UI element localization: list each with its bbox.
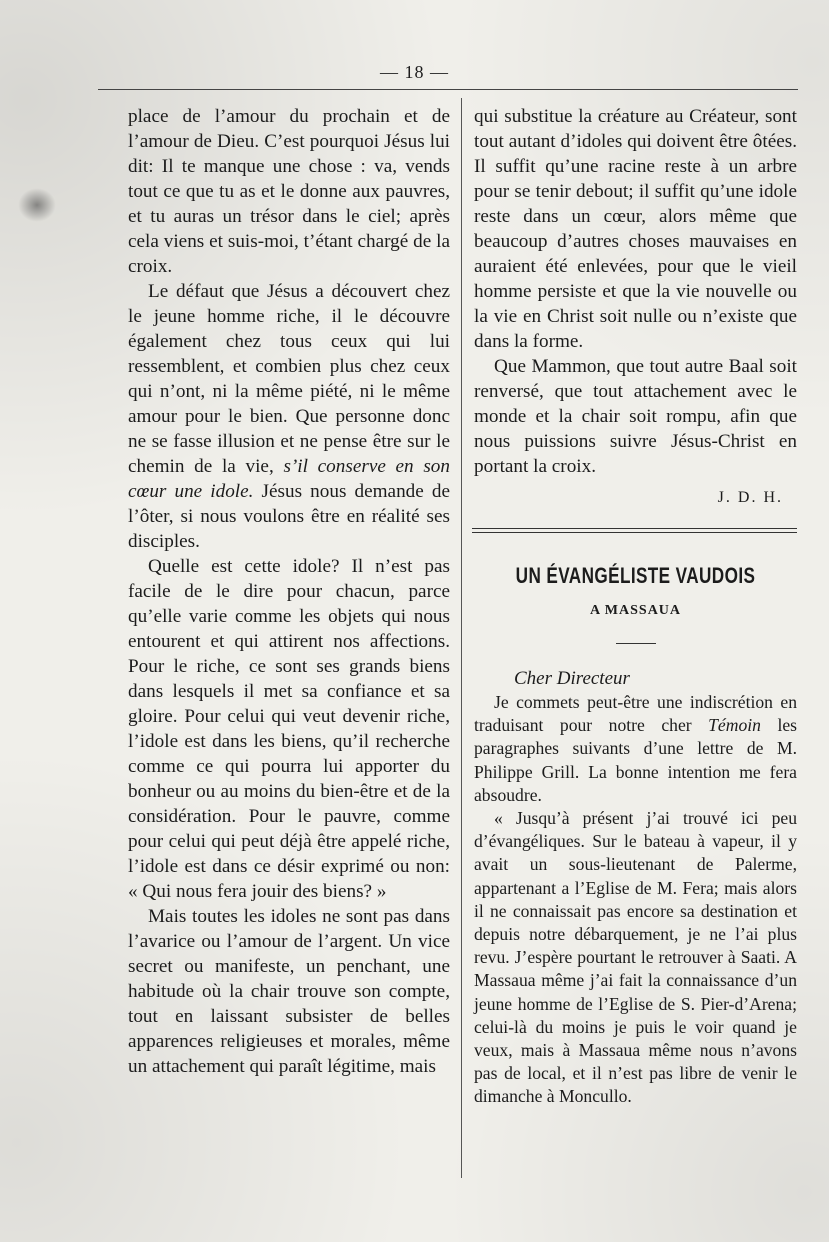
article-subtitle: A MASSAUA xyxy=(589,603,682,618)
italic-text: s’il conserve en son cœur une idole. xyxy=(128,456,450,502)
text-run: Jésus nous demande de l’ôter, si nous voulons être en réalité ses disciples. xyxy=(128,481,450,552)
header-rule xyxy=(98,89,798,90)
paragraph xyxy=(474,691,797,807)
italic-text: Témoin xyxy=(708,715,761,736)
paragraph: Mais toutes les idoles ne sont pas dans l’avarice ou l’amour de l’argent. Un vice secret ou manifeste, un penchant, une habitude où la chair trouve son compte, tout en laissant subsister de belles apparences religieuses et morales, même un attachement qui paraît légitime, mais xyxy=(128,906,450,1077)
text-run: Je commets peut-être une indiscrétion en traduisant pour notre cher xyxy=(474,692,797,736)
text-run: les paragraphes suivants d’une lettre de M. Philippe Grill. La bonne intention me fera absoudre. xyxy=(474,715,797,805)
paragraph: « Jusqu’à présent j’ai trouvé ici peu d’évangéliques. Sur le bateau à vapeur, il y avait un sous-lieutenant de Palerme, appartenant a l’Eglise de M. Fera; mais alors il ne connaissait pas encore sa destination et depuis notre débarquement, je ne l’ai plus revu. J’espère pourtant le retrouver à Saati. A Massaua même j’ai fait la connaissance d’un jeune homme de l’Eglise de S. Pier-d’Arena; celui-là du moins je puis le voir quand je veux, mais à Massaua même nous n’avons pas de local, et il n’est pas libre de venir le dimanche à Moncullo. xyxy=(474,808,797,1107)
paragraph: qui substitue la créature au Créateur, sont tout autant d’idoles qui doivent être ôtées. Il suffit qu’une racine reste à un arbre pour se tenir debout; il suffit qu’une idole reste dans un cœur, alors même que beaucoup d’autres choses mauvaises en auraient été enlevées, pour que le vieil homme persiste et que la vie nouvelle ou la vie en Christ soit nulle ou n’existe que dans la forme. xyxy=(474,106,797,352)
paragraph xyxy=(128,279,450,554)
left-column xyxy=(128,104,450,1079)
text-run: Le défaut que Jésus a découvert chez le jeune homme riche, il le découvre également chez tous ceux qui lui ressemblent, et combien plus chez ceux qui n’ont, ni la même piété, ni le même amour pour le bien. Que personne donc ne se fasse illusion et ne pense être sur le chemin de la vie, xyxy=(128,281,450,477)
signature: J. D. H. xyxy=(717,489,783,506)
page-number: — 18 — xyxy=(380,62,449,82)
ink-stain xyxy=(18,188,56,222)
title-rule xyxy=(616,643,656,644)
column-divider xyxy=(461,98,462,1178)
section-divider xyxy=(472,528,797,533)
salutation: Cher Directeur xyxy=(514,668,630,689)
right-column xyxy=(474,104,797,1109)
article-title: UN ÉVANGÉLISTE VAUDOIS xyxy=(515,563,756,588)
paragraph: Quelle est cette idole? Il n’est pas facile de le dire pour chacun, parce qu’elle varie comme les objets qui nous entourent et qui attirent nos affections. Pour le riche, ce sont ses grands biens dans lesquels il met sa confiance et sa gloire. Pour celui qui veut devenir riche, l’idole est dans les biens, qu’il recherche comme ce qui pourra lui apporter du bonheur ou au moins du bien-être et de la considération. Pour le pauvre, comme pour celui qui peut déjà être appelé riche, l’idole est dans ce désir exprimé ou non: « Qui nous fera jouir des biens? » xyxy=(128,556,450,902)
paragraph: Que Mammon, que tout autre Baal soit renversé, que tout attachement avec le monde et la chair soit rompu, afin que nous puissions suivre Jésus-Christ en portant la croix. xyxy=(474,356,797,477)
paragraph: place de l’amour du prochain et de l’amour de Dieu. C’est pourquoi Jésus lui dit: Il te manque une chose : va, vends tout ce que tu as et le donne aux pauvres, et tu auras un trésor dans le ciel; après cela viens et suis-moi, t’étant chargé de la croix. xyxy=(128,106,450,277)
